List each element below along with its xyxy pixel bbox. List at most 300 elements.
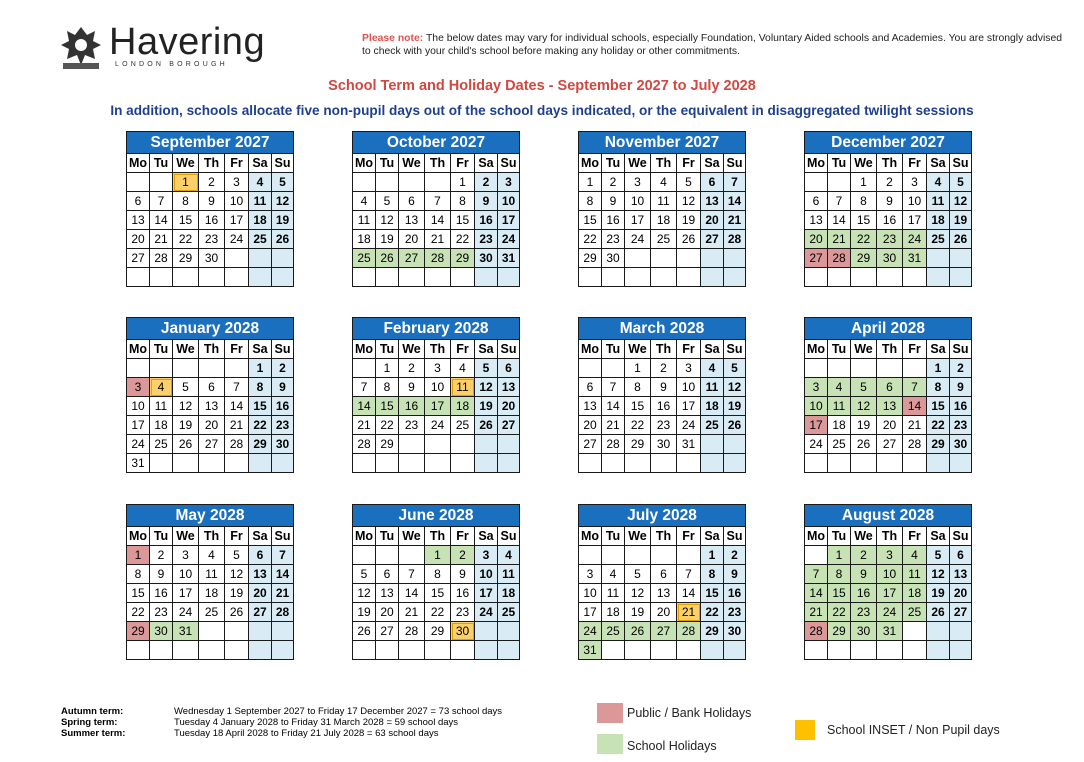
calendar-day: 14 bbox=[677, 584, 701, 603]
calendar-empty-cell bbox=[579, 546, 602, 565]
calendar-empty-cell bbox=[376, 173, 399, 192]
calendar-day: 1 bbox=[425, 546, 451, 565]
calendar-empty-cell bbox=[724, 249, 746, 268]
calendar-empty-cell bbox=[127, 173, 150, 192]
calendar-day: 7 bbox=[353, 378, 376, 397]
calendar-empty-cell bbox=[724, 641, 746, 660]
calendar-day: 20 bbox=[127, 230, 150, 249]
calendar-day: 27 bbox=[579, 435, 602, 454]
day-header: Tu bbox=[602, 340, 625, 359]
calendar-day: 16 bbox=[950, 397, 972, 416]
calendar-empty-cell bbox=[498, 622, 520, 641]
calendar-day: 21 bbox=[602, 416, 625, 435]
calendar-day: 24 bbox=[173, 603, 199, 622]
calendar-day: 9 bbox=[724, 565, 746, 584]
calendar-empty-cell bbox=[272, 641, 294, 660]
day-header: Mo bbox=[353, 527, 376, 546]
calendar-day: 8 bbox=[127, 565, 150, 584]
calendar-day: 14 bbox=[425, 211, 451, 230]
calendar-day: 17 bbox=[498, 211, 520, 230]
calendar-day: 18 bbox=[498, 584, 520, 603]
public-holiday-swatch bbox=[597, 703, 623, 723]
calendar-day: 9 bbox=[451, 565, 475, 584]
calendar-day: 6 bbox=[877, 378, 903, 397]
day-header: Su bbox=[724, 154, 746, 173]
calendar-day: 23 bbox=[651, 416, 677, 435]
month-calendar bbox=[804, 131, 972, 287]
calendar-empty-cell bbox=[677, 454, 701, 473]
calendar-day: 5 bbox=[927, 546, 950, 565]
day-header: We bbox=[173, 154, 199, 173]
calendar-day: 9 bbox=[651, 378, 677, 397]
day-header: We bbox=[399, 527, 425, 546]
calendar-day: 19 bbox=[724, 397, 746, 416]
legend-inset: School INSET / Non Pupil days bbox=[827, 723, 1000, 737]
calendar-day: 7 bbox=[805, 565, 828, 584]
calendar-empty-cell bbox=[950, 268, 972, 287]
calendar-day: 24 bbox=[127, 435, 150, 454]
calendar-day: 21 bbox=[425, 230, 451, 249]
legend-public: Public / Bank Holidays bbox=[627, 706, 752, 720]
calendar-empty-cell bbox=[150, 454, 173, 473]
calendar-day: 3 bbox=[579, 565, 602, 584]
day-header: Th bbox=[425, 527, 451, 546]
day-header: Th bbox=[877, 527, 903, 546]
calendar-day: 22 bbox=[927, 416, 950, 435]
calendar-day: 13 bbox=[950, 565, 972, 584]
calendar-day: 29 bbox=[425, 622, 451, 641]
calendar-empty-cell bbox=[828, 641, 851, 660]
calendar-empty-cell bbox=[903, 268, 927, 287]
calendar-empty-cell bbox=[498, 268, 520, 287]
calendar-empty-cell bbox=[651, 249, 677, 268]
calendar-empty-cell bbox=[828, 359, 851, 378]
calendar-day: 23 bbox=[150, 603, 173, 622]
calendar-day: 24 bbox=[805, 435, 828, 454]
calendar-day: 20 bbox=[701, 211, 724, 230]
calendar-day: 27 bbox=[399, 249, 425, 268]
day-header: Th bbox=[199, 340, 225, 359]
month-title: March 2028 bbox=[579, 318, 746, 340]
calendar-day: 3 bbox=[127, 378, 150, 397]
calendar-empty-cell bbox=[828, 268, 851, 287]
calendar-day: 31 bbox=[127, 454, 150, 473]
day-header: Tu bbox=[602, 527, 625, 546]
calendar-day: 11 bbox=[828, 397, 851, 416]
day-header: Tu bbox=[602, 154, 625, 173]
calendar-day: 6 bbox=[651, 565, 677, 584]
calendar-empty-cell bbox=[199, 622, 225, 641]
calendar-empty-cell bbox=[451, 454, 475, 473]
calendar-day: 13 bbox=[805, 211, 828, 230]
calendar-day: 28 bbox=[903, 435, 927, 454]
calendar-day: 14 bbox=[805, 584, 828, 603]
calendar-empty-cell bbox=[701, 249, 724, 268]
calendar-day: 3 bbox=[425, 359, 451, 378]
school-holiday-swatch bbox=[597, 734, 623, 754]
calendar-day: 11 bbox=[651, 192, 677, 211]
calendar-day: 15 bbox=[249, 397, 272, 416]
calendar-empty-cell bbox=[399, 454, 425, 473]
day-header: Su bbox=[950, 527, 972, 546]
month-title: January 2028 bbox=[127, 318, 294, 340]
calendar-day: 22 bbox=[249, 416, 272, 435]
calendar-day: 30 bbox=[272, 435, 294, 454]
calendar-empty-cell bbox=[353, 268, 376, 287]
calendar-day: 26 bbox=[851, 435, 877, 454]
month-calendar bbox=[126, 131, 294, 287]
calendar-day: 4 bbox=[903, 546, 927, 565]
month-title: June 2028 bbox=[353, 505, 520, 527]
calendar-empty-cell bbox=[150, 173, 173, 192]
month-calendar bbox=[352, 317, 520, 473]
calendar-day: 13 bbox=[877, 397, 903, 416]
calendar-day: 15 bbox=[579, 211, 602, 230]
calendar-day: 8 bbox=[625, 378, 651, 397]
calendar-empty-cell bbox=[903, 622, 927, 641]
calendar-day: 10 bbox=[498, 192, 520, 211]
calendar-day: 5 bbox=[677, 173, 701, 192]
calendar-day: 8 bbox=[376, 378, 399, 397]
calendar-empty-cell bbox=[249, 622, 272, 641]
calendar-day: 23 bbox=[199, 230, 225, 249]
calendar-empty-cell bbox=[425, 454, 451, 473]
calendar-day: 2 bbox=[475, 173, 498, 192]
calendar-day: 14 bbox=[272, 565, 294, 584]
calendar-day: 15 bbox=[173, 211, 199, 230]
calendar-day: 19 bbox=[851, 416, 877, 435]
day-header: We bbox=[625, 340, 651, 359]
calendar-day: 31 bbox=[903, 249, 927, 268]
calendar-day: 15 bbox=[625, 397, 651, 416]
calendar-day: 5 bbox=[475, 359, 498, 378]
calendar-day: 31 bbox=[498, 249, 520, 268]
calendar-day: 11 bbox=[498, 565, 520, 584]
calendar-day: 26 bbox=[475, 416, 498, 435]
calendar-day: 22 bbox=[701, 603, 724, 622]
calendar-empty-cell bbox=[353, 359, 376, 378]
calendar-day: 8 bbox=[927, 378, 950, 397]
calendar-day: 13 bbox=[199, 397, 225, 416]
calendar-day: 28 bbox=[150, 249, 173, 268]
calendar-day: 21 bbox=[805, 603, 828, 622]
day-header: Sa bbox=[249, 154, 272, 173]
calendar-day: 12 bbox=[625, 584, 651, 603]
calendar-empty-cell bbox=[475, 435, 498, 454]
calendar-day: 24 bbox=[877, 603, 903, 622]
calendar-day: 18 bbox=[927, 211, 950, 230]
calendar-empty-cell bbox=[425, 173, 451, 192]
month-title: August 2028 bbox=[805, 505, 972, 527]
calendar-day: 5 bbox=[724, 359, 746, 378]
calendar-empty-cell bbox=[927, 622, 950, 641]
calendar-day: 22 bbox=[451, 230, 475, 249]
calendar-day: 29 bbox=[127, 622, 150, 641]
month-calendar bbox=[352, 131, 520, 287]
calendar-empty-cell bbox=[272, 622, 294, 641]
calendar-day: 23 bbox=[451, 603, 475, 622]
calendar-empty-cell bbox=[199, 641, 225, 660]
calendar-day: 18 bbox=[199, 584, 225, 603]
calendar-day: 25 bbox=[249, 230, 272, 249]
calendar-day: 10 bbox=[173, 565, 199, 584]
calendar-empty-cell bbox=[950, 249, 972, 268]
calendar-empty-cell bbox=[602, 454, 625, 473]
calendar-day: 4 bbox=[498, 546, 520, 565]
calendar-empty-cell bbox=[199, 359, 225, 378]
calendar-day: 6 bbox=[498, 359, 520, 378]
calendar-day: 17 bbox=[877, 584, 903, 603]
calendar-day: 1 bbox=[625, 359, 651, 378]
calendar-day: 12 bbox=[353, 584, 376, 603]
calendar-empty-cell bbox=[724, 435, 746, 454]
calendar-day: 2 bbox=[150, 546, 173, 565]
calendar-day: 29 bbox=[173, 249, 199, 268]
calendar-day: 13 bbox=[399, 211, 425, 230]
calendar-day: 21 bbox=[903, 416, 927, 435]
calendar-day: 28 bbox=[399, 622, 425, 641]
calendar-day: 11 bbox=[249, 192, 272, 211]
calendar-day: 11 bbox=[199, 565, 225, 584]
calendar-day: 18 bbox=[451, 397, 475, 416]
day-header: Su bbox=[950, 340, 972, 359]
calendar-day: 7 bbox=[602, 378, 625, 397]
calendar-empty-cell bbox=[249, 268, 272, 287]
calendar-day: 20 bbox=[877, 416, 903, 435]
calendar-empty-cell bbox=[173, 268, 199, 287]
calendar-day: 29 bbox=[249, 435, 272, 454]
day-header: Mo bbox=[579, 527, 602, 546]
calendar-empty-cell bbox=[877, 268, 903, 287]
calendar-day: 31 bbox=[677, 435, 701, 454]
calendar-day: 12 bbox=[724, 378, 746, 397]
day-header: We bbox=[173, 527, 199, 546]
calendar-day: 11 bbox=[927, 192, 950, 211]
calendar-day: 25 bbox=[150, 435, 173, 454]
day-header: Fr bbox=[903, 527, 927, 546]
calendar-empty-cell bbox=[724, 454, 746, 473]
calendar-day: 21 bbox=[828, 230, 851, 249]
day-header: Sa bbox=[927, 154, 950, 173]
calendar-day: 5 bbox=[376, 192, 399, 211]
calendar-empty-cell bbox=[805, 641, 828, 660]
calendar-day: 26 bbox=[625, 622, 651, 641]
calendar-day: 6 bbox=[376, 565, 399, 584]
calendar-day: 13 bbox=[579, 397, 602, 416]
day-header: Mo bbox=[353, 340, 376, 359]
day-header: Tu bbox=[376, 340, 399, 359]
calendar-day: 25 bbox=[828, 435, 851, 454]
day-header: Th bbox=[651, 154, 677, 173]
day-header: We bbox=[173, 340, 199, 359]
calendar-day: 11 bbox=[903, 565, 927, 584]
calendar-empty-cell bbox=[625, 454, 651, 473]
calendar-empty-cell bbox=[701, 268, 724, 287]
term-label: Autumn term: bbox=[61, 706, 124, 717]
calendar-day: 23 bbox=[724, 603, 746, 622]
calendar-day: 14 bbox=[150, 211, 173, 230]
calendar-empty-cell bbox=[376, 546, 399, 565]
day-header: We bbox=[851, 340, 877, 359]
calendar-empty-cell bbox=[127, 641, 150, 660]
day-header: Fr bbox=[451, 527, 475, 546]
calendar-day: 15 bbox=[828, 584, 851, 603]
calendar-day: 18 bbox=[828, 416, 851, 435]
month-title: February 2028 bbox=[353, 318, 520, 340]
calendar-day: 10 bbox=[877, 565, 903, 584]
month-calendar bbox=[578, 504, 746, 660]
calendar-day: 14 bbox=[903, 397, 927, 416]
calendar-empty-cell bbox=[851, 268, 877, 287]
calendar-day: 12 bbox=[376, 211, 399, 230]
calendar-empty-cell bbox=[805, 359, 828, 378]
calendar-empty-cell bbox=[851, 359, 877, 378]
calendar-day: 27 bbox=[950, 603, 972, 622]
day-header: Mo bbox=[805, 154, 828, 173]
calendar-day: 25 bbox=[602, 622, 625, 641]
calendar-day: 7 bbox=[677, 565, 701, 584]
calendar-day: 25 bbox=[353, 249, 376, 268]
calendar-empty-cell bbox=[425, 435, 451, 454]
calendar-day: 24 bbox=[579, 622, 602, 641]
calendar-day: 2 bbox=[724, 546, 746, 565]
calendar-day: 2 bbox=[199, 173, 225, 192]
calendar-empty-cell bbox=[498, 641, 520, 660]
calendar-day: 28 bbox=[828, 249, 851, 268]
day-header: Th bbox=[425, 154, 451, 173]
calendar-day: 31 bbox=[173, 622, 199, 641]
calendar-empty-cell bbox=[498, 435, 520, 454]
calendar-empty-cell bbox=[399, 173, 425, 192]
note-lead: Please note: bbox=[362, 33, 424, 44]
please-note bbox=[362, 32, 1062, 58]
calendar-empty-cell bbox=[225, 249, 249, 268]
day-header: Mo bbox=[805, 340, 828, 359]
calendar-empty-cell bbox=[651, 268, 677, 287]
calendar-day: 19 bbox=[927, 584, 950, 603]
month-calendar bbox=[126, 317, 294, 473]
calendar-empty-cell bbox=[950, 622, 972, 641]
calendar-empty-cell bbox=[701, 454, 724, 473]
calendar-day: 10 bbox=[225, 192, 249, 211]
day-header: Sa bbox=[701, 154, 724, 173]
calendar-empty-cell bbox=[353, 173, 376, 192]
page-subtitle: In addition, schools allocate five non-pupil days out of the school days indicated, or the equivalent in disaggregated twilight sessions bbox=[110, 103, 974, 118]
day-header: Tu bbox=[150, 154, 173, 173]
calendar-empty-cell bbox=[625, 268, 651, 287]
calendar-day: 3 bbox=[475, 546, 498, 565]
calendar-day: 9 bbox=[199, 192, 225, 211]
calendar-day: 1 bbox=[579, 173, 602, 192]
calendar-day: 18 bbox=[249, 211, 272, 230]
calendar-day: 30 bbox=[724, 622, 746, 641]
calendar-day: 7 bbox=[828, 192, 851, 211]
calendar-day: 4 bbox=[451, 359, 475, 378]
calendar-empty-cell bbox=[851, 454, 877, 473]
calendar-empty-cell bbox=[877, 641, 903, 660]
calendar-empty-cell bbox=[828, 454, 851, 473]
calendar-day: 18 bbox=[701, 397, 724, 416]
calendar-day: 6 bbox=[249, 546, 272, 565]
term-text: Tuesday 18 April 2028 to Friday 21 July 2028 = 63 school days bbox=[174, 728, 439, 739]
calendar-day: 14 bbox=[828, 211, 851, 230]
calendar-day: 2 bbox=[877, 173, 903, 192]
calendar-day: 6 bbox=[199, 378, 225, 397]
calendar-day: 28 bbox=[272, 603, 294, 622]
calendar-day: 12 bbox=[851, 397, 877, 416]
term-label: Summer term: bbox=[61, 728, 126, 739]
note-text: The below dates may vary for individual schools, especially Foundation, Voluntary Aided schools and Academies. You are strongly advised to check with your child's school before making any holiday or other commitments. bbox=[362, 33, 1063, 57]
day-header: Th bbox=[199, 154, 225, 173]
calendar-empty-cell bbox=[625, 249, 651, 268]
calendar-empty-cell bbox=[225, 268, 249, 287]
calendar-empty-cell bbox=[927, 249, 950, 268]
calendar-day: 5 bbox=[950, 173, 972, 192]
day-header: Su bbox=[724, 340, 746, 359]
month-title: April 2028 bbox=[805, 318, 972, 340]
day-header: Su bbox=[272, 527, 294, 546]
calendar-empty-cell bbox=[625, 546, 651, 565]
calendar-day: 22 bbox=[376, 416, 399, 435]
calendar-day: 21 bbox=[150, 230, 173, 249]
calendar-day: 12 bbox=[950, 192, 972, 211]
calendar-day: 24 bbox=[498, 230, 520, 249]
day-header: Sa bbox=[701, 527, 724, 546]
calendar-day: 23 bbox=[851, 603, 877, 622]
day-header: Tu bbox=[828, 527, 851, 546]
calendar-day: 20 bbox=[805, 230, 828, 249]
day-header: Su bbox=[498, 527, 520, 546]
calendar-day: 12 bbox=[272, 192, 294, 211]
calendar-day: 17 bbox=[127, 416, 150, 435]
day-header: Mo bbox=[127, 154, 150, 173]
day-header: Th bbox=[651, 527, 677, 546]
calendar-day: 28 bbox=[724, 230, 746, 249]
day-header: Th bbox=[425, 340, 451, 359]
calendar-day: 5 bbox=[225, 546, 249, 565]
term-label: Spring term: bbox=[61, 717, 118, 728]
calendar-day: 6 bbox=[805, 192, 828, 211]
calendar-day: 30 bbox=[150, 622, 173, 641]
day-header: Fr bbox=[225, 154, 249, 173]
day-header: Mo bbox=[127, 340, 150, 359]
calendar-day: 4 bbox=[353, 192, 376, 211]
calendar-day: 20 bbox=[399, 230, 425, 249]
day-header: Sa bbox=[475, 340, 498, 359]
calendar-day: 27 bbox=[249, 603, 272, 622]
calendar-empty-cell bbox=[602, 268, 625, 287]
calendar-day: 15 bbox=[376, 397, 399, 416]
calendar-day: 7 bbox=[150, 192, 173, 211]
calendar-day: 1 bbox=[851, 173, 877, 192]
day-header: Tu bbox=[150, 527, 173, 546]
calendar-day: 16 bbox=[272, 397, 294, 416]
calendar-day: 18 bbox=[353, 230, 376, 249]
calendar-day: 3 bbox=[805, 378, 828, 397]
calendar-day: 9 bbox=[272, 378, 294, 397]
calendar-day: 28 bbox=[805, 622, 828, 641]
calendar-empty-cell bbox=[173, 641, 199, 660]
calendar-day: 14 bbox=[399, 584, 425, 603]
calendar-day: 24 bbox=[625, 230, 651, 249]
calendar-empty-cell bbox=[173, 454, 199, 473]
calendar-day: 4 bbox=[651, 173, 677, 192]
calendar-empty-cell bbox=[651, 454, 677, 473]
month-title: July 2028 bbox=[579, 505, 746, 527]
calendar-empty-cell bbox=[272, 454, 294, 473]
calendar-day: 16 bbox=[851, 584, 877, 603]
calendar-day: 20 bbox=[199, 416, 225, 435]
